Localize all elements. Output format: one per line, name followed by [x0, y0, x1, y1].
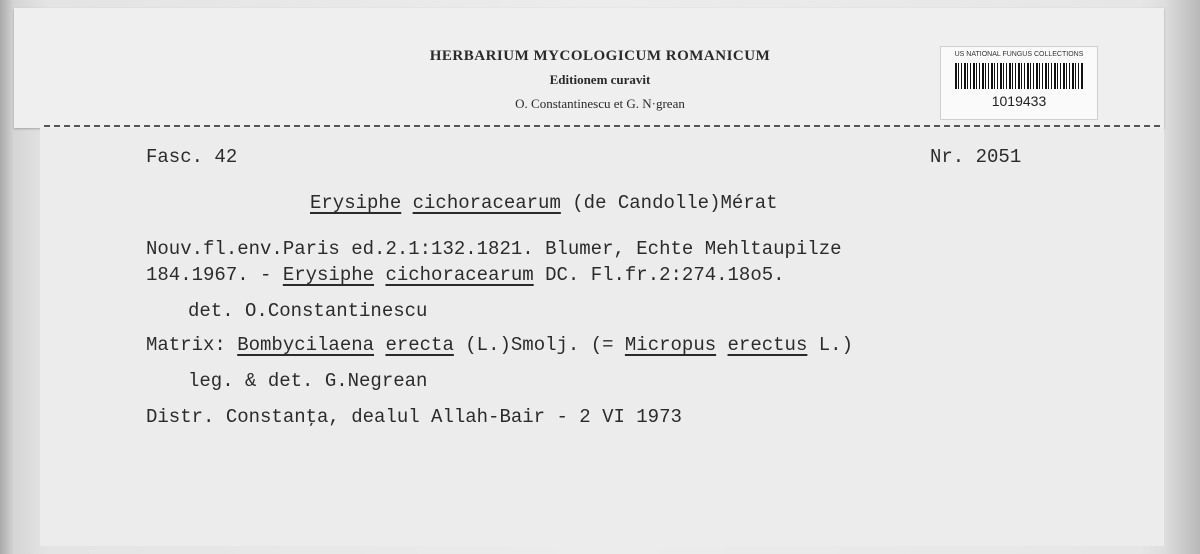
- collector-line: leg. & det. G.Negrean: [188, 370, 428, 392]
- matrix-genus: Bombycilaena: [237, 334, 375, 356]
- matrix-suffix: L.): [807, 334, 853, 356]
- determiner-line: det. O.Constantinescu: [188, 300, 428, 322]
- reference-prefix: 184.1967. -: [146, 264, 283, 286]
- species-epithet: cichoracearum: [412, 192, 561, 214]
- reference-suffix: DC. Fl.fr.2:274.18o5.: [533, 264, 785, 286]
- species-authority: (de Candolle)Mérat: [572, 192, 778, 214]
- herbarium-title: HERBARIUM MYCOLOGICUM ROMANICUM: [429, 48, 771, 64]
- reference-epithet: cichoracearum: [385, 264, 534, 286]
- herbarium-editors: O. Constantinescu et G. N·grean: [515, 96, 685, 111]
- reference-line-2: [146, 264, 785, 286]
- barcode-caption: US NATIONAL FUNGUS COLLECTIONS: [954, 51, 1084, 58]
- synonym-epithet: erectus: [727, 334, 808, 356]
- locality-line: Distr. Constanţa, dealul Allah-Bair - 2 VI 1973: [146, 406, 682, 428]
- synonym-genus: Micropus: [624, 334, 717, 356]
- herbarium-subtitle: Editionem curavit: [549, 72, 651, 87]
- matrix-prefix: Matrix:: [146, 334, 238, 356]
- header-separator: [44, 125, 1160, 127]
- reference-genus: Erysiphe: [282, 264, 375, 286]
- barcode-label: [940, 46, 1098, 120]
- barcode-icon: [955, 63, 1083, 89]
- sheet-left-edge: [0, 0, 14, 554]
- reference-line-1: Nouv.fl.env.Paris ed.2.1:132.1821. Blumer, Echte Mehltaupilze: [146, 238, 842, 260]
- sheet-right-edge: [1164, 0, 1200, 554]
- fascicle-number: Fasc. 42: [146, 146, 238, 168]
- species-name: [310, 192, 778, 214]
- barcode-number: 1019433: [991, 93, 1047, 109]
- species-genus: Erysiphe: [310, 192, 402, 214]
- matrix-line: [146, 334, 853, 356]
- matrix-middle: (L.)Smolj. (=: [453, 334, 625, 356]
- specimen-number: Nr. 2051: [930, 146, 1022, 168]
- matrix-epithet: erecta: [385, 334, 454, 356]
